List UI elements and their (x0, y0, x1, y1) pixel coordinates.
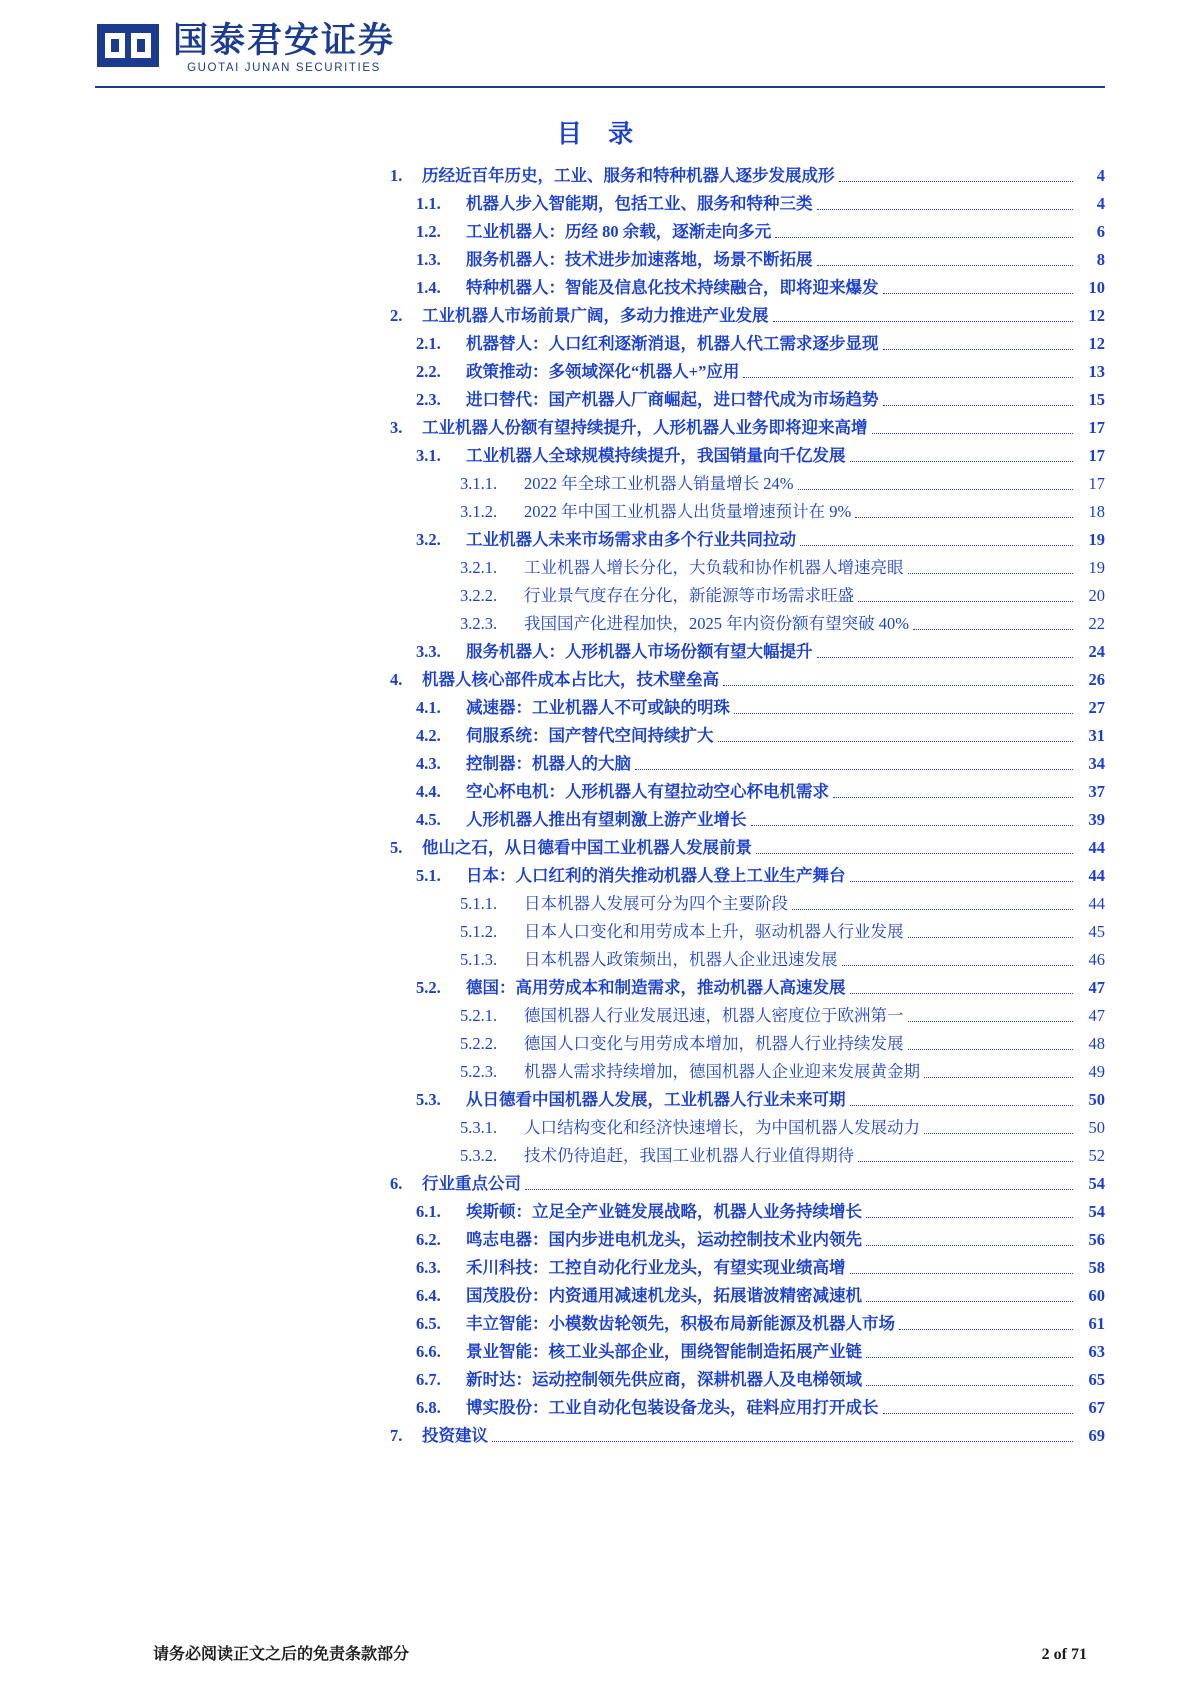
toc-entry-label: 禾川科技：工控自动化行业龙头，有望实现业绩高增 (466, 1258, 846, 1277)
toc-entry-leader (850, 460, 1074, 462)
toc-entry-leader (908, 1020, 1074, 1022)
toc-entry-number: 3.2.1. (460, 558, 498, 577)
toc-entry-leader (924, 1132, 1073, 1134)
toc-entry-label: 日本人口变化和用劳成本上升，驱动机器人行业发展 (524, 922, 904, 941)
toc-entry-label: 机器人核心部件成本占比大，技术壁垒高 (422, 670, 719, 689)
toc-entry-page: 12 (1088, 334, 1105, 353)
toc-entry-number: 3.1.1. (460, 474, 498, 493)
toc-entry-page: 8 (1096, 250, 1105, 269)
toc-entry-page: 22 (1088, 614, 1105, 633)
toc-entry-number: 4.4. (416, 782, 441, 801)
toc-entry-number: 6.1. (416, 1202, 441, 1221)
toc-entry-number: 6.5. (416, 1314, 441, 1333)
toc-entry[interactable] (416, 980, 1105, 997)
toc-entry-number: 2.3. (416, 390, 441, 409)
toc-entry-number: 6. (390, 1174, 403, 1193)
toc-entry-label: 技术仍待追赶，我国工业机器人行业值得期待 (524, 1146, 854, 1165)
toc-entry-leader (839, 180, 1074, 182)
toc-entry-leader (800, 544, 1073, 546)
toc-entry-label: 政策推动：多领域深化“机器人+”应用 (466, 362, 740, 381)
toc-entry[interactable] (390, 672, 1105, 689)
toc-entry-number: 1.4. (416, 278, 441, 297)
toc-entry-number: 6.7. (416, 1370, 441, 1389)
toc-entry[interactable] (416, 280, 1105, 297)
toc-entry[interactable] (416, 1400, 1105, 1417)
toc-entry-page: 26 (1088, 670, 1105, 689)
toc-entry-page: 17 (1088, 418, 1105, 437)
toc-entry-number: 6.3. (416, 1258, 441, 1277)
toc-entry[interactable] (416, 644, 1105, 661)
toc-entry[interactable] (390, 308, 1105, 325)
toc-entry[interactable] (460, 560, 1105, 577)
toc-entry[interactable] (390, 1428, 1105, 1445)
toc-entry-page: 18 (1088, 502, 1105, 521)
toc-entry-label: 历经近百年历史，工业、服务和特种机器人逐步发展成形 (422, 166, 835, 185)
toc-entry-number: 5.1.1. (460, 894, 498, 913)
toc-entry-number: 4.3. (416, 754, 441, 773)
toc-entry-page: 60 (1088, 1286, 1105, 1305)
toc-entry[interactable] (416, 1092, 1105, 1109)
toc-entry[interactable] (416, 224, 1105, 241)
header-divider (95, 86, 1105, 88)
toc-entry-number: 6.4. (416, 1286, 441, 1305)
toc-entry-leader (817, 208, 1074, 210)
toc-entry[interactable] (416, 784, 1105, 801)
toc-entry-page: 54 (1088, 1174, 1105, 1193)
toc-entry[interactable] (460, 476, 1105, 493)
toc-entry-label: 工业机器人增长分化，大负载和协作机器人增速亮眼 (524, 558, 904, 577)
toc-entry-leader (743, 376, 1073, 378)
toc-entry-label: 减速器：工业机器人不可或缺的明珠 (466, 698, 730, 717)
toc-entry-page: 44 (1088, 838, 1105, 857)
toc-entry-label: 投资建议 (422, 1426, 488, 1445)
toc-entry[interactable] (460, 1064, 1105, 1081)
toc-entry-label: 日本：人口红利的消失推动机器人登上工业生产舞台 (466, 866, 846, 885)
toc-entry-label: 埃斯顿：立足全产业链发展战略，机器人业务持续增长 (466, 1202, 862, 1221)
toc-entry-leader (883, 292, 1074, 294)
toc-entry-page: 45 (1088, 922, 1105, 941)
toc-entry[interactable] (416, 1344, 1105, 1361)
toc-entry-leader (883, 1412, 1074, 1414)
toc-entry[interactable] (416, 728, 1105, 745)
toc-entry-leader (734, 712, 1073, 714)
toc-entry[interactable] (416, 756, 1105, 773)
toc-entry-page: 4 (1096, 166, 1105, 185)
footer-disclaimer: 请务必阅读正文之后的免责条款部分 (153, 1646, 410, 1663)
toc-entry-label: 2022 年全球工业机器人销量增长 24% (524, 474, 794, 493)
toc-entry[interactable] (390, 1176, 1105, 1193)
toc-entry-leader (908, 936, 1074, 938)
toc-entry[interactable] (460, 616, 1105, 633)
toc-entry-leader (855, 516, 1073, 518)
toc-entry-leader (723, 684, 1073, 686)
toc-entry[interactable] (390, 168, 1105, 185)
toc-entry-number: 7. (390, 1426, 403, 1445)
toc-entry[interactable] (416, 1260, 1105, 1277)
toc-entry[interactable] (416, 1316, 1105, 1333)
toc-entry[interactable] (416, 252, 1105, 269)
toc-entry-number: 6.6. (416, 1342, 441, 1361)
toc-entry-page: 58 (1088, 1258, 1105, 1277)
toc-entry-label: 2022 年中国工业机器人出货量增速预计在 9% (524, 502, 852, 521)
toc-entry-leader (913, 628, 1073, 630)
toc-entry-label: 德国：高用劳成本和制造需求，推动机器人高速发展 (466, 978, 846, 997)
toc-entry-number: 2.2. (416, 362, 441, 381)
toc-entry[interactable] (460, 1148, 1105, 1165)
toc-entry-number: 5.2.1. (460, 1006, 498, 1025)
toc-entry-leader (718, 740, 1074, 742)
toc-entry-number: 5.2.3. (460, 1062, 498, 1081)
toc-entry-label: 工业机器人市场前景广阔，多动力推进产业发展 (422, 306, 769, 325)
toc-entry-label: 机器替人：人口红利逐渐消退，机器人代工需求逐步显现 (466, 334, 879, 353)
toc-entry-page: 13 (1088, 362, 1105, 381)
toc-entry-leader (908, 572, 1074, 574)
table-of-contents (95, 168, 1105, 1445)
brand-header (95, 18, 1105, 80)
toc-entry[interactable] (416, 364, 1105, 381)
toc-entry-label: 日本机器人发展可分为四个主要阶段 (524, 894, 788, 913)
toc-entry-label: 服务机器人：技术进步加速落地，场景不断拓展 (466, 250, 813, 269)
toc-entry-page: 52 (1088, 1146, 1105, 1165)
guotai-junan-logo-icon (97, 24, 159, 74)
toc-entry-page: 19 (1088, 530, 1105, 549)
toc-entry-page: 61 (1088, 1314, 1105, 1333)
toc-entry-label: 博实股份：工业自动化包装设备龙头，硅料应用打开成长 (466, 1398, 879, 1417)
toc-entry-number: 5.3. (416, 1090, 441, 1109)
toc-entry-number: 3.3. (416, 642, 441, 661)
toc-entry-leader (525, 1188, 1073, 1190)
toc-entry-leader (817, 264, 1074, 266)
toc-entry-page: 46 (1088, 950, 1105, 969)
toc-entry[interactable] (460, 1036, 1105, 1053)
toc-entry-label: 日本机器人政策频出，机器人企业迅速发展 (524, 950, 838, 969)
toc-entry-leader (866, 1356, 1073, 1358)
toc-entry-label: 工业机器人未来市场需求由多个行业共同拉动 (466, 530, 796, 549)
toc-entry-leader (858, 600, 1073, 602)
toc-entry-page: 17 (1088, 474, 1105, 493)
toc-entry-page: 37 (1088, 782, 1105, 801)
toc-entry-page: 47 (1088, 1006, 1105, 1025)
toc-entry-label: 鸣志电器：国内步进电机龙头，运动控制技术业内领先 (466, 1230, 862, 1249)
toc-entry-label: 特种机器人：智能及信息化技术持续融合，即将迎来爆发 (466, 278, 879, 297)
page-title: 目 录 (556, 121, 644, 148)
toc-entry-page: 65 (1088, 1370, 1105, 1389)
toc-entry-label: 工业机器人全球规模持续提升，我国销量向千亿发展 (466, 446, 846, 465)
toc-entry-label: 服务机器人：人形机器人市场份额有望大幅提升 (466, 642, 813, 661)
toc-entry-number: 5.1.3. (460, 950, 498, 969)
toc-entry[interactable] (460, 896, 1105, 913)
toc-entry-page: 15 (1088, 390, 1105, 409)
toc-entry-label: 空心杯电机：人形机器人有望拉动空心杯电机需求 (466, 782, 829, 801)
toc-entry-page: 56 (1088, 1230, 1105, 1249)
toc-entry-leader (850, 1272, 1074, 1274)
toc-entry-page: 27 (1088, 698, 1105, 717)
toc-entry-label: 工业机器人份额有望持续提升，人形机器人业务即将迎来高增 (422, 418, 868, 437)
toc-entry-label: 国茂股份：内资通用减速机龙头，拓展谐波精密减速机 (466, 1286, 862, 1305)
toc-entry-label: 机器人步入智能期，包括工业、服务和特种三类 (466, 194, 813, 213)
toc-entry-page: 50 (1088, 1118, 1105, 1137)
toc-entry-page: 19 (1088, 558, 1105, 577)
toc-entry[interactable] (416, 1288, 1105, 1305)
toc-entry-leader (866, 1244, 1073, 1246)
toc-entry-number: 5.2.2. (460, 1034, 498, 1053)
toc-entry-page: 54 (1088, 1202, 1105, 1221)
toc-entry-leader (842, 964, 1074, 966)
toc-entry-label: 进口替代：国产机器人厂商崛起，进口替代成为市场趋势 (466, 390, 879, 409)
toc-entry-number: 1.3. (416, 250, 441, 269)
toc-entry-number: 6.8. (416, 1398, 441, 1417)
toc-entry-leader (751, 824, 1074, 826)
toc-entry-number: 3.1. (416, 446, 441, 465)
toc-entry-page: 39 (1088, 810, 1105, 829)
toc-entry-label: 控制器：机器人的大脑 (466, 754, 631, 773)
toc-entry[interactable] (460, 504, 1105, 521)
toc-entry-page: 24 (1088, 642, 1105, 661)
toc-entry[interactable] (416, 1232, 1105, 1249)
footer-page-number: 2 of 71 (1041, 1646, 1087, 1663)
toc-entry-number: 5.3.1. (460, 1118, 498, 1137)
toc-entry-page: 34 (1088, 754, 1105, 773)
toc-entry-page: 49 (1088, 1062, 1105, 1081)
toc-entry-label: 人形机器人推出有望刺激上游产业增长 (466, 810, 747, 829)
toc-entry-number: 4.1. (416, 698, 441, 717)
toc-entry-leader (850, 992, 1074, 994)
toc-entry-page: 12 (1088, 306, 1105, 325)
toc-entry-page: 47 (1088, 978, 1105, 997)
toc-entry-number: 1.1. (416, 194, 441, 213)
toc-entry[interactable] (460, 952, 1105, 969)
toc-entry-label: 德国机器人行业发展迅速，机器人密度位于欧洲第一 (524, 1006, 904, 1025)
toc-entry-leader (492, 1440, 1073, 1442)
toc-entry-number: 4.5. (416, 810, 441, 829)
toc-entry-page: 31 (1088, 726, 1105, 745)
toc-entry-leader (899, 1328, 1073, 1330)
toc-entry-page: 63 (1088, 1342, 1105, 1361)
toc-entry[interactable] (460, 1120, 1105, 1137)
toc-entry-leader (908, 1048, 1074, 1050)
brand-text (173, 23, 395, 75)
page-footer (95, 1641, 1105, 1664)
toc-entry-leader (858, 1160, 1073, 1162)
toc-entry-page: 17 (1088, 446, 1105, 465)
toc-entry-page: 10 (1088, 278, 1105, 297)
toc-entry-number: 5.2. (416, 978, 441, 997)
toc-entry-leader (635, 768, 1073, 770)
toc-entry-number: 1. (390, 166, 403, 185)
toc-entry[interactable] (416, 868, 1105, 885)
toc-entry-leader (866, 1300, 1073, 1302)
toc-entry-leader (833, 796, 1073, 798)
brand-name-en: GUOTAI JUNAN SECURITIES (187, 62, 381, 75)
toc-entry-label: 人口结构变化和经济快速增长，为中国机器人发展动力 (524, 1118, 920, 1137)
toc-entry[interactable] (416, 1204, 1105, 1221)
toc-entry-label: 伺服系统：国产替代空间持续扩大 (466, 726, 714, 745)
toc-entry-label: 景业智能：核工业头部企业，围绕智能制造拓展产业链 (466, 1342, 862, 1361)
toc-entry-number: 5.3.2. (460, 1146, 498, 1165)
toc-entry-leader (866, 1216, 1073, 1218)
toc-entry-number: 5. (390, 838, 403, 857)
toc-entry-number: 3.2.3. (460, 614, 498, 633)
toc-entry-number: 6.2. (416, 1230, 441, 1249)
toc-entry-number: 5.1. (416, 866, 441, 885)
toc-entry-leader (883, 404, 1074, 406)
toc-entry-leader (798, 488, 1074, 490)
toc-entry-page: 20 (1088, 586, 1105, 605)
toc-entry-page: 50 (1088, 1090, 1105, 1109)
toc-entry-number: 5.1.2. (460, 922, 498, 941)
toc-entry-label: 新时达：运动控制领先供应商，深耕机器人及电梯领域 (466, 1370, 862, 1389)
toc-entry-label: 行业重点公司 (422, 1174, 521, 1193)
toc-entry-label: 他山之石，从日德看中国工业机器人发展前景 (422, 838, 752, 857)
toc-entry-number: 2.1. (416, 334, 441, 353)
brand-name-cn: 国泰君安证券 (173, 21, 396, 61)
toc-entry[interactable] (460, 924, 1105, 941)
toc-entry[interactable] (390, 840, 1105, 857)
toc-entry-number: 3.2.2. (460, 586, 498, 605)
toc-entry-leader (792, 908, 1073, 910)
toc-entry-leader (773, 320, 1074, 322)
toc-entry-page: 48 (1088, 1034, 1105, 1053)
toc-entry-number: 1.2. (416, 222, 441, 241)
toc-entry-leader (850, 1104, 1074, 1106)
toc-entry-number: 4. (390, 670, 403, 689)
toc-entry-label: 行业景气度存在分化，新能源等市场需求旺盛 (524, 586, 854, 605)
toc-entry[interactable] (390, 420, 1105, 437)
toc-entry[interactable] (416, 448, 1105, 465)
toc-entry[interactable] (416, 392, 1105, 409)
toc-entry-label: 工业机器人：历经 80 余载，逐渐走向多元 (466, 222, 772, 241)
toc-entry[interactable] (460, 588, 1105, 605)
toc-entry-number: 3. (390, 418, 403, 437)
toc-entry-label: 机器人需求持续增加，德国机器人企业迎来发展黄金期 (524, 1062, 920, 1081)
toc-entry-leader (924, 1076, 1073, 1078)
toc-entry-number: 2. (390, 306, 403, 325)
toc-entry-leader (883, 348, 1074, 350)
toc-entry-number: 3.2. (416, 530, 441, 549)
toc-entry-leader (872, 432, 1074, 434)
toc-entry-page: 6 (1096, 222, 1105, 241)
toc-entry[interactable] (416, 700, 1105, 717)
toc-entry-page: 44 (1088, 866, 1105, 885)
toc-entry-leader (775, 236, 1073, 238)
toc-entry-label: 德国人口变化与用劳成本增加，机器人行业持续发展 (524, 1034, 904, 1053)
toc-entry-label: 我国国产化进程加快，2025 年内资份额有望突破 40% (524, 614, 909, 633)
toc-entry-page: 67 (1088, 1398, 1105, 1417)
toc-entry-page: 44 (1088, 894, 1105, 913)
toc-entry-leader (756, 852, 1073, 854)
toc-entry-number: 3.1.2. (460, 502, 498, 521)
toc-entry-page: 4 (1096, 194, 1105, 213)
toc-entry-leader (817, 656, 1074, 658)
toc-entry-page: 69 (1088, 1426, 1105, 1445)
toc-entry[interactable] (416, 812, 1105, 829)
toc-entry[interactable] (460, 1008, 1105, 1025)
toc-entry[interactable] (416, 532, 1105, 549)
toc-entry-label: 丰立智能：小模数齿轮领先，积极布局新能源及机器人市场 (466, 1314, 895, 1333)
toc-entry[interactable] (416, 196, 1105, 213)
toc-entry-leader (850, 880, 1074, 882)
toc-entry[interactable] (416, 336, 1105, 353)
toc-entry-leader (866, 1384, 1073, 1386)
toc-entry-label: 从日德看中国机器人发展，工业机器人行业未来可期 (466, 1090, 846, 1109)
toc-entry-number: 4.2. (416, 726, 441, 745)
toc-entry[interactable] (416, 1372, 1105, 1389)
